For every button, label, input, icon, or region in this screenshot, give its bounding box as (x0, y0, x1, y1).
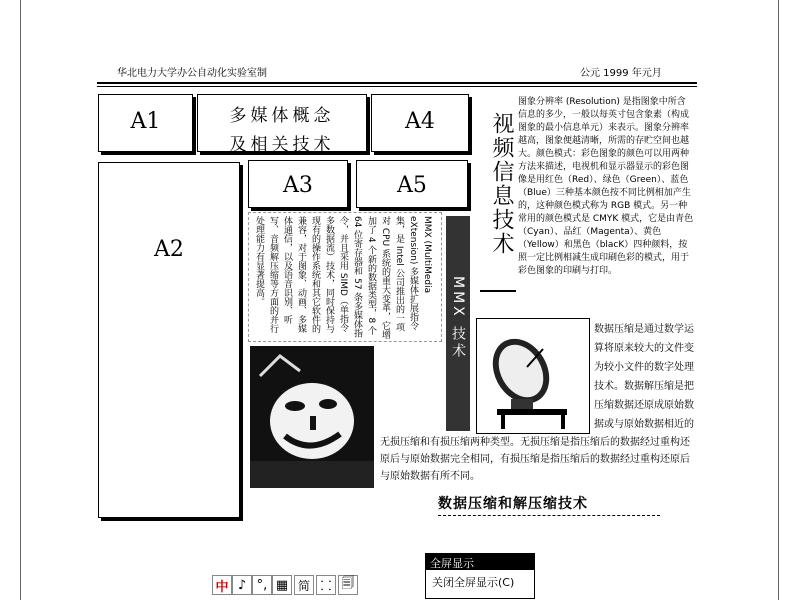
mmx-title: MMX 技术 (450, 276, 466, 361)
block-a3[interactable] (248, 160, 348, 208)
block-a5-label: A5 (397, 173, 427, 198)
softkeyboard-icon[interactable]: ⸬ (316, 575, 336, 595)
satellite-dish-image (476, 318, 590, 434)
compression-text-1: 数据压缩是通过数学运算将原来较大的文件变为较小文件的数字处理技术。数据解压缩是把压缩数据还原成原始数据或与原始数据相近的 (594, 324, 694, 430)
book-icon[interactable]: 🗐 (338, 575, 358, 595)
mmx-article-text: MMX (MultiMedia eXtension) 多媒体扩展指令集，是 Intel 公司推出的一项对 CPU 系统的重大变革，它增加了 4 个新的数据类型，8 个 64 位寄存器和 57 条多媒体指令，并且采用 SIMD（单指令多数据流）技术，同时保持与现有的操作系统和其它软件的兼容，对于图象、动画、多媒体通信，以及语音识别、听写、音频解压缩等方面的并行处理能力有显著提高。 (254, 216, 432, 340)
block-a3-label: A3 (283, 173, 313, 198)
simplified-button[interactable]: 简 (294, 575, 314, 595)
left-margin (0, 0, 21, 600)
right-margin (778, 0, 800, 600)
block-a1[interactable] (98, 94, 193, 152)
main-title-line2: 及相关技术 (229, 135, 335, 155)
punctuation-button[interactable]: °, (252, 575, 272, 595)
keyboard-icon[interactable]: ▦ (272, 575, 292, 595)
header-rule-thin (97, 86, 697, 87)
moon-icon[interactable]: ♪ (232, 575, 252, 595)
main-title-line1: 多媒体概念 (229, 106, 335, 126)
header-left-text: 华北电力大学办公自动化实验室制 (117, 68, 267, 79)
ime-chinese-button[interactable]: 中 (212, 575, 232, 595)
compression-title: 数据压缩和解压缩技术 (438, 493, 660, 516)
block-a4[interactable] (371, 94, 469, 152)
header-rule (97, 82, 697, 84)
video-title-box (486, 112, 516, 292)
menu-header: 全屏显示 (426, 554, 534, 570)
block-a5[interactable] (356, 160, 468, 208)
video-title: 视频信息技术 (489, 112, 514, 256)
compression-text-2: 无损压缩和有损压缩两种类型。无损压缩是指压缩后的数据经过重构还原后与原始数据完全相同，有损压缩是指压缩后的数据经过重构还原后与原始数据有所不同。 (380, 437, 690, 482)
close-fullscreen-menu-item[interactable]: 关闭全屏显示(C) (432, 576, 515, 589)
mmx-title-bar (446, 216, 470, 431)
fullscreen-context-menu (425, 553, 535, 599)
video-title-rule (480, 290, 516, 292)
video-info-text: 图象分辨率 (Resolution) 是指图象中所含信息的多少，一般以每英寸包含象素（构成图象的最小信息单元）来表示。图象分辨率越高，图象便越清晰，所需的存贮空间也越大。颜色模式：彩色图象的颜色可以用两种方法来描述，电视机和显示器显示的彩色图像是用红色（Red）、绿色（Green）、蓝色（Blue）三种基本颜色按不同比例相加产生的，这种颜色模式称为 RGB 模式。另一种常用的颜色模式是 CMYK 模式，它是由青色（Cyan）、品红（Magenta）、黄色（Yellow）和黑色（blacK）四种颜料，按照一定比例相减生成印刷色彩的模式，用于彩色图象的印刷与打印。 (518, 97, 694, 276)
mmx-article (248, 212, 442, 342)
photo-image (250, 346, 374, 488)
main-title-box (197, 94, 367, 155)
block-a2[interactable] (98, 162, 240, 518)
block-a2-label: A2 (154, 237, 184, 262)
header-right-text: 公元 1999 年元月 (580, 68, 662, 79)
block-a4-label: A4 (405, 109, 435, 134)
block-a1-label: A1 (130, 109, 161, 134)
